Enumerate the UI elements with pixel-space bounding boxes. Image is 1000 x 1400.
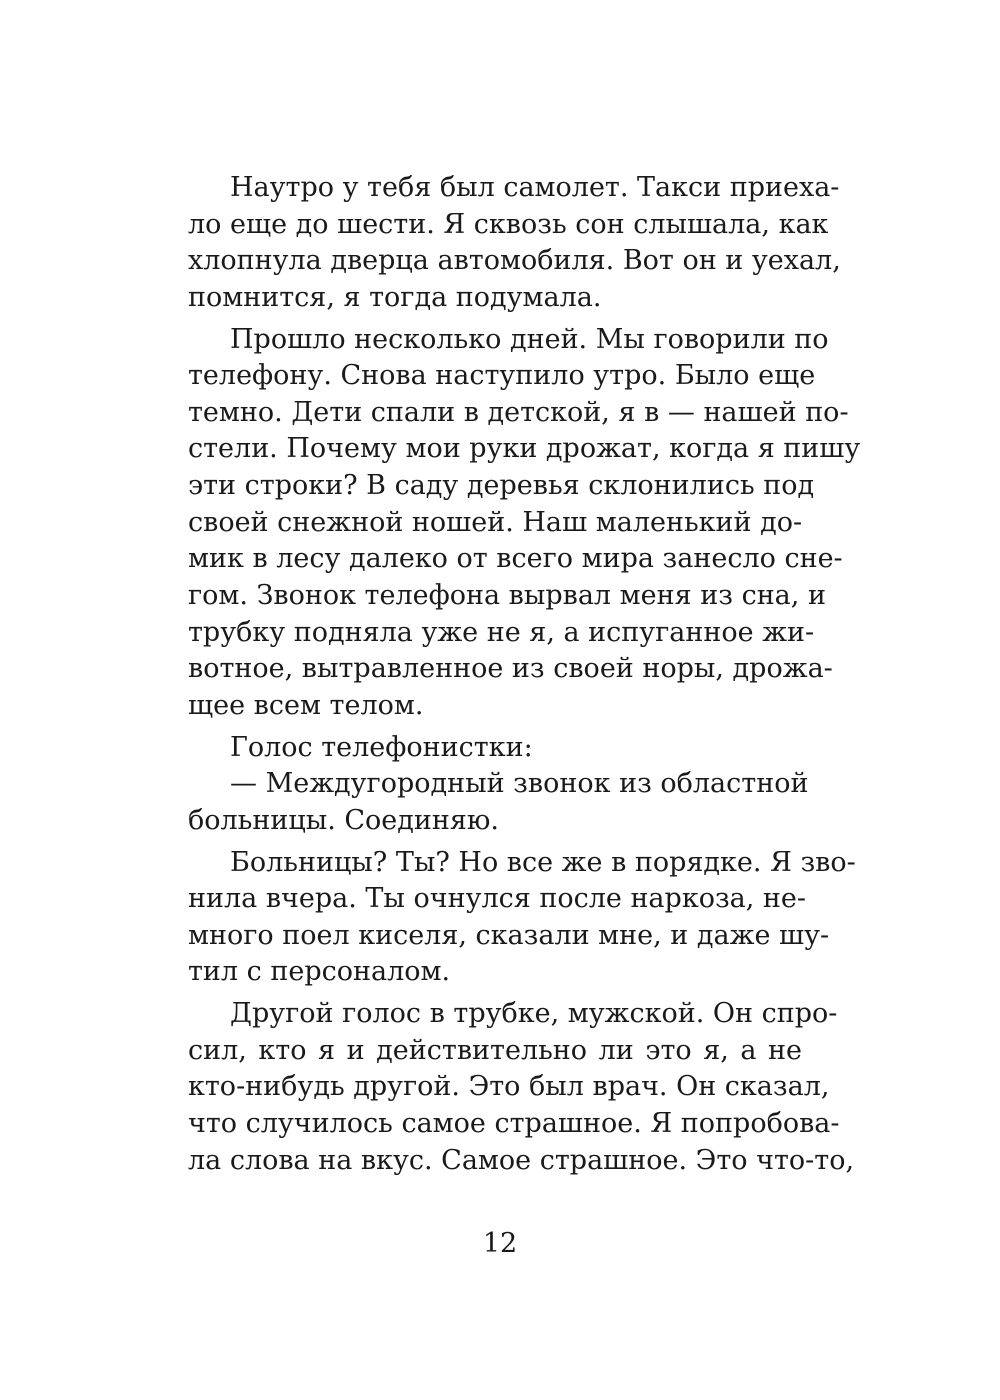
page-number: 12 bbox=[482, 1228, 518, 1259]
text-line: Больницы? Ты? Но все же в порядке. Я зво- bbox=[230, 846, 856, 878]
text-line: кто-нибудь другой. Это был врач. Он сказал, bbox=[188, 1071, 830, 1103]
text-line: — Междугородный звонок из областной bbox=[230, 768, 809, 800]
text-line: телефону. Снова наступило утро. Было еще bbox=[188, 360, 816, 392]
text-line: помнится, я тогда подумала. bbox=[188, 281, 602, 313]
text-line: Голос телефонистки: bbox=[230, 731, 533, 763]
text-line: темно. Дети спали в детской, я в — нашей по- bbox=[188, 396, 849, 428]
text-line: стели. Почему мои руки дрожат, когда я пишу bbox=[188, 433, 861, 465]
text-line: ла слова на вкус. Самое страшное. Это что-то, bbox=[188, 1144, 855, 1176]
text-line: Прошло несколько дней. Мы говорили по bbox=[230, 323, 829, 355]
text-line: мик в лесу далеко от всего мира занесло сне- bbox=[188, 543, 843, 575]
paragraph-4 bbox=[188, 766, 809, 839]
text-line: тил с персоналом. bbox=[188, 956, 451, 988]
text-line: щее всем телом. bbox=[188, 689, 424, 721]
text-line: больницы. Соединяю. bbox=[188, 804, 500, 836]
text-line: вотное, вытравленное из своей норы, дрожа- bbox=[188, 653, 833, 685]
paragraph-3 bbox=[188, 730, 802, 767]
text-line: что случилось самое страшное. Я попробова- bbox=[188, 1108, 840, 1140]
paragraph-6 bbox=[188, 996, 855, 1179]
text-line: нила вчера. Ты очнулся после наркоза, не- bbox=[188, 883, 807, 915]
text-line: эти строки? В саду деревья склонились под bbox=[188, 470, 815, 502]
paragraph-5 bbox=[188, 845, 856, 992]
text-line: гом. Звонок телефона вырвал меня из сна, и bbox=[188, 580, 826, 612]
paragraph-1 bbox=[188, 170, 841, 317]
text-line: хлопнула дверца автомобиля. Вот он и уехал, bbox=[188, 245, 841, 277]
paragraph-2 bbox=[188, 322, 861, 725]
text-line: много поел киселя, сказали мне, и даже шу- bbox=[188, 919, 830, 951]
body-text bbox=[188, 170, 861, 1179]
text-line: Другой голос в трубке, мужской. Он спро- bbox=[230, 998, 838, 1030]
text-line: сил, кто я и действительно ли это я, а не bbox=[188, 1034, 802, 1066]
text-line: Наутро у тебя был самолет. Такси приеха- bbox=[230, 172, 840, 203]
text-line: ло еще до шести. Я сквозь сон слышала, как bbox=[188, 208, 829, 240]
text-line: своей снежной ношей. Наш маленький до- bbox=[188, 506, 803, 538]
text-line: трубку подняла уже не я, а испуганное жи- bbox=[188, 616, 815, 648]
